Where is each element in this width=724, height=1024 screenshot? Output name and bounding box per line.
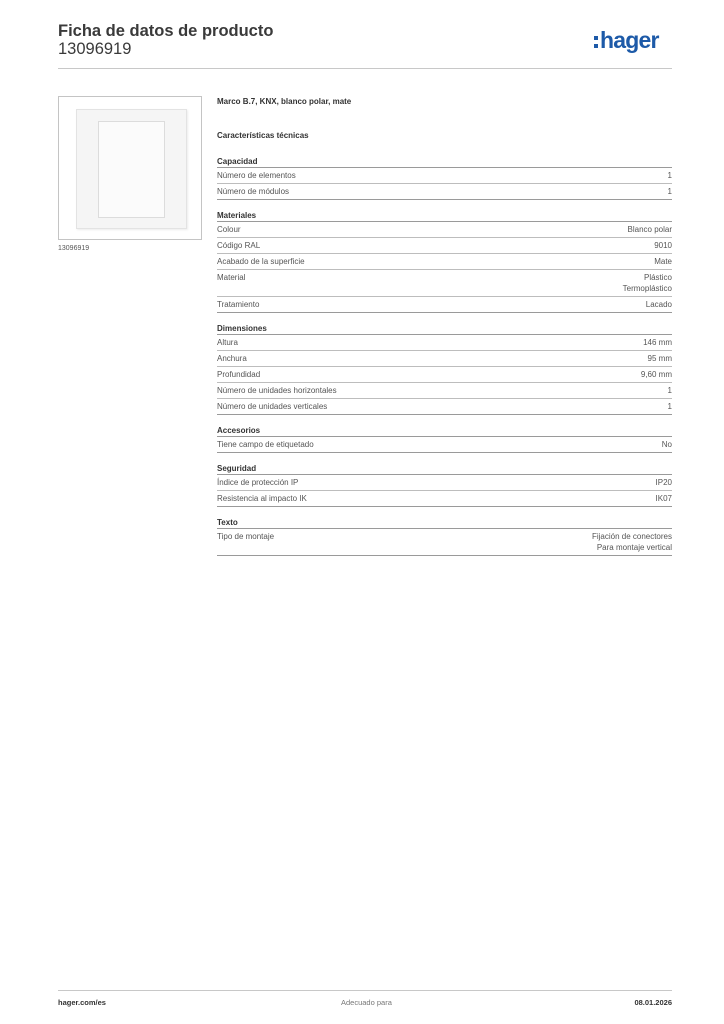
spec-label: Número de módulos (217, 187, 290, 196)
spec-row (217, 168, 672, 184)
spec-value-line: No (661, 440, 672, 449)
logo-dots-icon (594, 36, 598, 48)
spec-row (217, 367, 672, 383)
footer-divider (58, 990, 672, 991)
spec-label: Profundidad (217, 370, 261, 379)
spec-value-line: Para montaje vertical (596, 543, 672, 552)
spec-row (217, 238, 672, 254)
spec-value-line: 1 (667, 171, 672, 180)
spec-label: Anchura (217, 354, 247, 363)
product-code: 13096919 (58, 40, 132, 58)
section-title: Seguridad (217, 464, 257, 473)
spec-value-line: Fijación de conectores (591, 532, 672, 541)
section-title: Capacidad (217, 157, 258, 166)
section-title: Texto (217, 518, 238, 527)
spec-value-line: 9010 (654, 241, 672, 250)
spec-value (646, 299, 672, 310)
section-title: Dimensiones (217, 324, 267, 333)
spec-section (217, 517, 672, 556)
spec-label: Tiene campo de etiquetado (217, 440, 314, 449)
spec-value (654, 240, 672, 251)
frame-outer (76, 109, 187, 229)
spec-value (592, 531, 672, 553)
spec-row (217, 297, 672, 313)
spec-value (662, 439, 672, 450)
spec-label: Número de unidades verticales (217, 402, 328, 411)
spec-value (668, 385, 672, 396)
spec-value-line: 1 (667, 402, 672, 411)
spec-section (217, 323, 672, 415)
spec-value-line: IK07 (655, 494, 672, 503)
spec-value-line: Termoplástico (622, 284, 672, 293)
spec-label: Acabado de la superficie (217, 257, 305, 266)
spec-row (217, 270, 672, 297)
footer-website: hager.com/es (58, 998, 106, 1007)
section-title: Materiales (217, 211, 257, 220)
section-title: Accesorios (217, 426, 261, 435)
spec-section (217, 463, 672, 507)
spec-value (623, 272, 672, 294)
spec-value-line: 9,60 mm (640, 370, 672, 379)
spec-label: Resistencia al impacto IK (217, 494, 307, 503)
spec-row (217, 254, 672, 270)
spec-value-line: 95 mm (647, 354, 672, 363)
spec-value (656, 477, 672, 488)
spec-value (668, 170, 672, 181)
spec-value (668, 186, 672, 197)
footer-suitable-for: Adecuado para (341, 998, 392, 1007)
technical-characteristics-heading: Características técnicas (217, 131, 309, 140)
spec-row (217, 475, 672, 491)
hager-logo (594, 27, 659, 57)
spec-value-line: 146 mm (643, 338, 672, 347)
spec-row (217, 491, 672, 507)
image-caption: 13096919 (58, 245, 90, 252)
footer-date: 08.01.2026 (634, 998, 672, 1007)
product-name: Marco B.7, KNX, blanco polar, mate (217, 97, 352, 106)
page-title: Ficha de datos de producto (58, 22, 274, 40)
spec-value-line: Mate (654, 257, 672, 266)
spec-value-line: 1 (667, 187, 672, 196)
frame-opening (98, 121, 165, 218)
spec-value-line: 1 (667, 386, 672, 395)
spec-row (217, 351, 672, 367)
spec-value (641, 369, 672, 380)
spec-label: Código RAL (217, 241, 261, 250)
spec-section (217, 425, 672, 453)
spec-value (648, 353, 672, 364)
spec-value-line: Plástico (643, 273, 672, 282)
spec-section (217, 156, 672, 200)
spec-label: Número de elementos (217, 171, 296, 180)
product-image (58, 96, 202, 240)
spec-section (217, 210, 672, 313)
spec-label: Altura (217, 338, 238, 347)
spec-label: Material (217, 273, 246, 282)
spec-label: Tratamiento (217, 300, 260, 309)
spec-row (217, 184, 672, 200)
spec-value-line: Lacado (645, 300, 672, 309)
header-divider (58, 68, 672, 69)
spec-row (217, 335, 672, 351)
spec-row (217, 529, 672, 556)
spec-label: Número de unidades horizontales (217, 386, 337, 395)
spec-label: Tipo de montaje (217, 532, 275, 541)
spec-value-line: IP20 (655, 478, 672, 487)
spec-value (628, 224, 672, 235)
spec-label: Índice de protección IP (217, 478, 299, 487)
spec-value (656, 493, 672, 504)
spec-value-line: Blanco polar (627, 225, 672, 234)
spec-row (217, 399, 672, 415)
specifications-table (217, 156, 672, 566)
spec-row (217, 383, 672, 399)
spec-row (217, 437, 672, 453)
spec-row (217, 222, 672, 238)
logo-text: hager (600, 27, 659, 53)
spec-label: Colour (217, 225, 241, 234)
spec-value (654, 256, 672, 267)
spec-value (643, 337, 672, 348)
spec-value (668, 401, 672, 412)
